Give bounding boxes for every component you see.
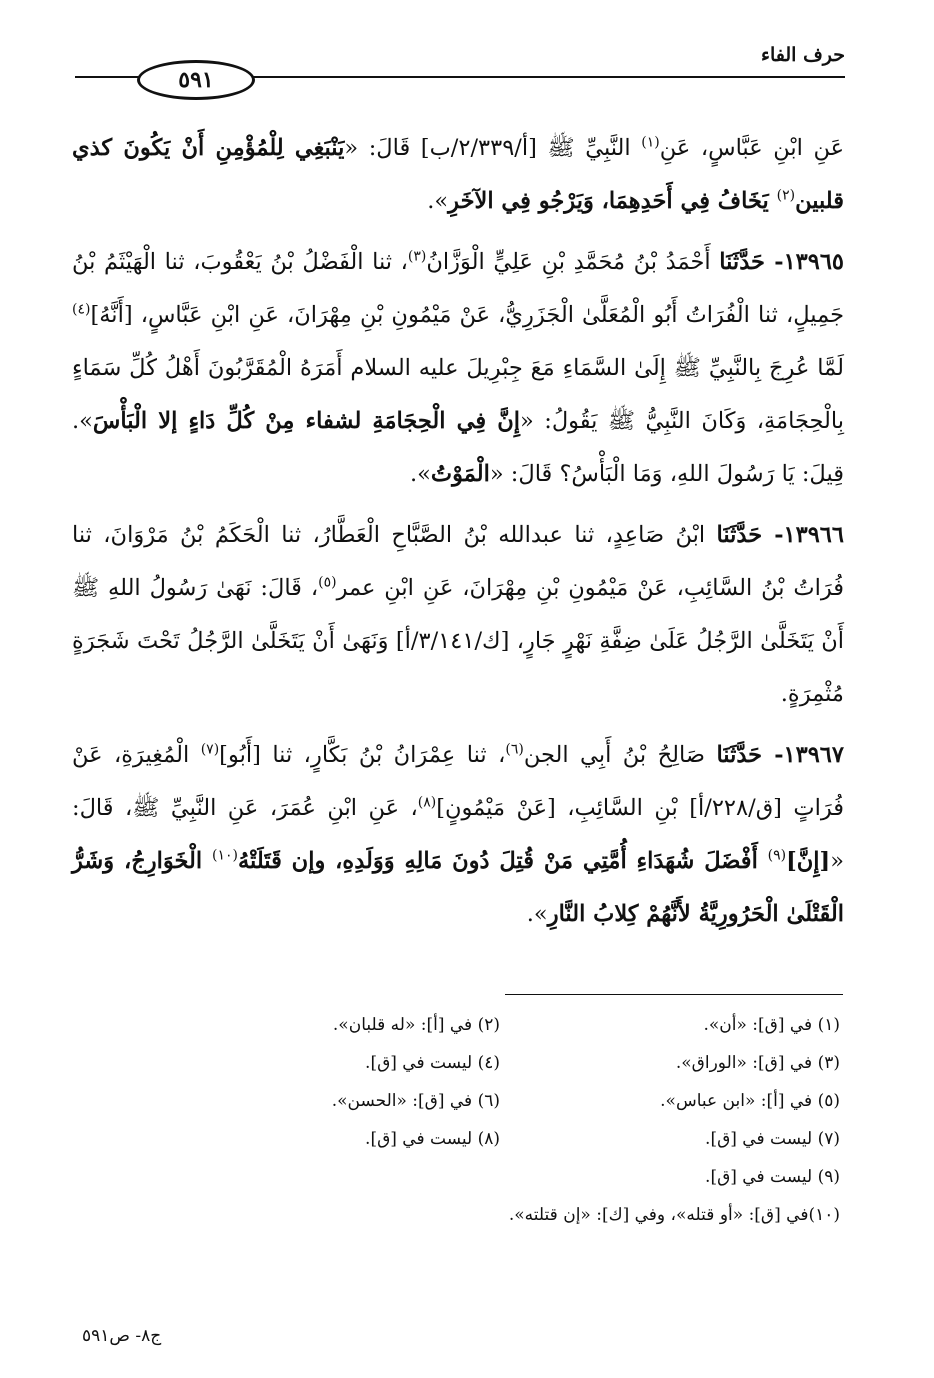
footnote-ref-2: (٢) (776, 187, 796, 204)
footnote-5: (٥) في [أ]: «ابن عباس». (660, 1091, 840, 1111)
footnote-ref-4: (٤) (72, 301, 91, 318)
section-title: حرف الفاء (761, 44, 845, 66)
footnote-ref-6: (٦) (505, 741, 524, 758)
footnote-3: (٣) في [ق]: «الوراق». (675, 1053, 840, 1073)
footnote-7: (٧) ليست في [ق]. (705, 1129, 840, 1149)
hadith-13965: ١٣٩٦٥- حَدَّثَنَا أَحْمَدُ بْنُ مُحَمَّدِ بْنِ عَلِيٍّ الْوَزَّانُ$^{(٣)}$، ثنا الْفَضْلُ بْنُ يَعْقُوبَ، ثنا الْهَيْثَمُ بْنُ جَمِيلٍ، ثنا الْفُرَاتُ أَبُو الْمُعَلَّىٰ الْجَزَرِيُّ، عَنْ مَيْمُونِ بْنِ مِهْرَانَ، عَنِ ابْنِ عَبَّاسٍ، [أَنَّهُ]$^{(٤)}$ لَمَّا عُرِجَ بِالنَّبِيِّ ﷺ إِلَىٰ السَّمَاءِ مَعَ جِبْرِيلَ عليه السلام أَمَرَهُ الْمُقَرَّبُونَ أَهْلُ كُلِّ سَمَاءٍ بِالْحِجَامَةِ، وَكَانَ النَّبِيُّ ﷺ يَقُولُ: «إِنَّ فِي الْحِجَامَةِ لشفاء مِنْ كُلِّ دَاءٍ إلا الْبَأْسَ». قِيلَ: يَا رَسُولَ اللهِ، وَمَا الْبَأْسُ؟ قَالَ: «الْمَوْتُ». (72, 248, 844, 487)
hadith-number: ١٣٩٦٦- حَدَّثَنَا (716, 522, 844, 548)
footnote-ref-5: (٥) (318, 574, 337, 591)
page-header (75, 40, 845, 110)
hadith-13966: ١٣٩٦٦- حَدَّثَنَا ابْنُ صَاعِدٍ، ثنا عبدالله بْنُ الصَّبَّاحِ الْعَطَّارُ، ثنا الْحَكَمُ بْنُ مَرْوَانَ، ثنا فُرَاتُ بْنُ السَّائِبِ، عَنْ مَيْمُونِ بْنِ مِهْرَانَ، عَنِ ابْنِ عمر$^{(٥)}$، قَالَ: نَهَىٰ رَسُولُ اللهِ ﷺ أَنْ يَتَخَلَّىٰ الرَّجُلُ عَلَىٰ ضِفَّةِ نَهْرٍ جَارٍ، [ك/٣/١٤١/أ] وَنَهَىٰ أَنْ يَتَخَلَّىٰ الرَّجُلُ تَحْتَ شَجَرَةٍ مُثْمِرَةٍ. (72, 522, 845, 707)
hadith-text: يَنْبَغِي لِلْمُؤْمِنِ أَنْ يَكُونَ كذي قلبين (72, 135, 844, 214)
footnote-ref-7: (٧) (200, 741, 220, 758)
footnote-1: (١) في [ق]: «أن». (703, 1015, 840, 1035)
footnote-6: (٦) في [ق]: «الحسن». (331, 1091, 500, 1111)
page-footer: ج٨- ص٥٩١ (82, 1326, 162, 1346)
footnote-ref-9: (٩) (767, 847, 787, 864)
footnote-9: (٩) ليست في [ق]. (705, 1167, 840, 1187)
hadith-text: أَفْضَلَ شُهَدَاءِ أُمَّتِي مَنْ قُتِلَ دُونَ مَالِهِ وَوَلَدِهِ، وإن قَتَلَتْهُ (237, 848, 768, 874)
footnote-ref-3: (٣) (407, 248, 427, 265)
footnote-4: (٤) ليست في [ق]. (365, 1053, 500, 1073)
footnote-10: (١٠)في [ق]: «أو قتله»، وفي [ك]: «إن قتلته». (508, 1205, 840, 1225)
hadith-13967: ١٣٩٦٧- حَدَّثَنَا صَالِحُ بْنُ أَبِي الجن$^{(٦)}$، ثنا عِمْرَانُ بْنُ بَكَّارٍ، ثنا [أَبُو]$^{(٧)}$ الْمُغِيرَةِ، عَنْ فُرَاتٍ [ق/٢٢٨/أ] بْنِ السَّائِبِ، [عَنْ مَيْمُونٍ]$^{(٨)}$، عَنِ ابْنِ عُمَرَ، عَنِ النَّبِيِّ ﷺ، قَالَ: «[إِنَّ]$^{(٩)}$ أَفْضَلَ شُهَدَاءِ أُمَّتِي مَنْ قُتِلَ دُونَ مَالِهِ وَوَلَدِهِ، وإن قَتَلَتْهُ$^{(١٠)}$ الْخَوَارِجُ، وَشَرُّ الْقَتْلَىٰ الْحَرُورِيَّةُ لأَنَّهُمْ كِلابُ النَّارِ». (72, 741, 844, 927)
footnote-ref-1: (١) (641, 134, 660, 151)
main-text (72, 122, 844, 949)
footnote-divider (505, 994, 843, 995)
paragraph-intro: عَنِ ابْنِ عَبَّاسٍ، عَنِ$^{(١)}$ النَّبِيِّ ﷺ [أ/٢/٣٣٩/ب] قَالَ: «يَنْبَغِي لِلْمُؤْمِنِ أَنْ يَكُونَ كذي قلبين$^{(٢)}$ يَخَافُ فِي أَحَدِهِمَا، وَيَرْجُو فِي الآخَرِ». (72, 134, 844, 214)
hadith-number: ١٣٩٦٧- حَدَّثَنَا (716, 742, 844, 768)
footnote-8: (٨) ليست في [ق]. (365, 1129, 500, 1149)
page-number: ٥٩١ (137, 60, 255, 100)
footnote-ref-10: (١٠) (212, 847, 238, 864)
footnotes (190, 1012, 840, 1228)
hadith-text: إِنَّ فِي الْحِجَامَةِ لشفاء مِنْ كُلِّ دَاءٍ إلا الْبَأْسَ (92, 408, 521, 434)
footnote-ref-8: (٨) (417, 794, 437, 811)
footnote-2: (٢) في [أ]: «له قلبان». (332, 1015, 500, 1035)
hadith-number: ١٣٩٦٥- حَدَّثَنَا (719, 249, 844, 275)
